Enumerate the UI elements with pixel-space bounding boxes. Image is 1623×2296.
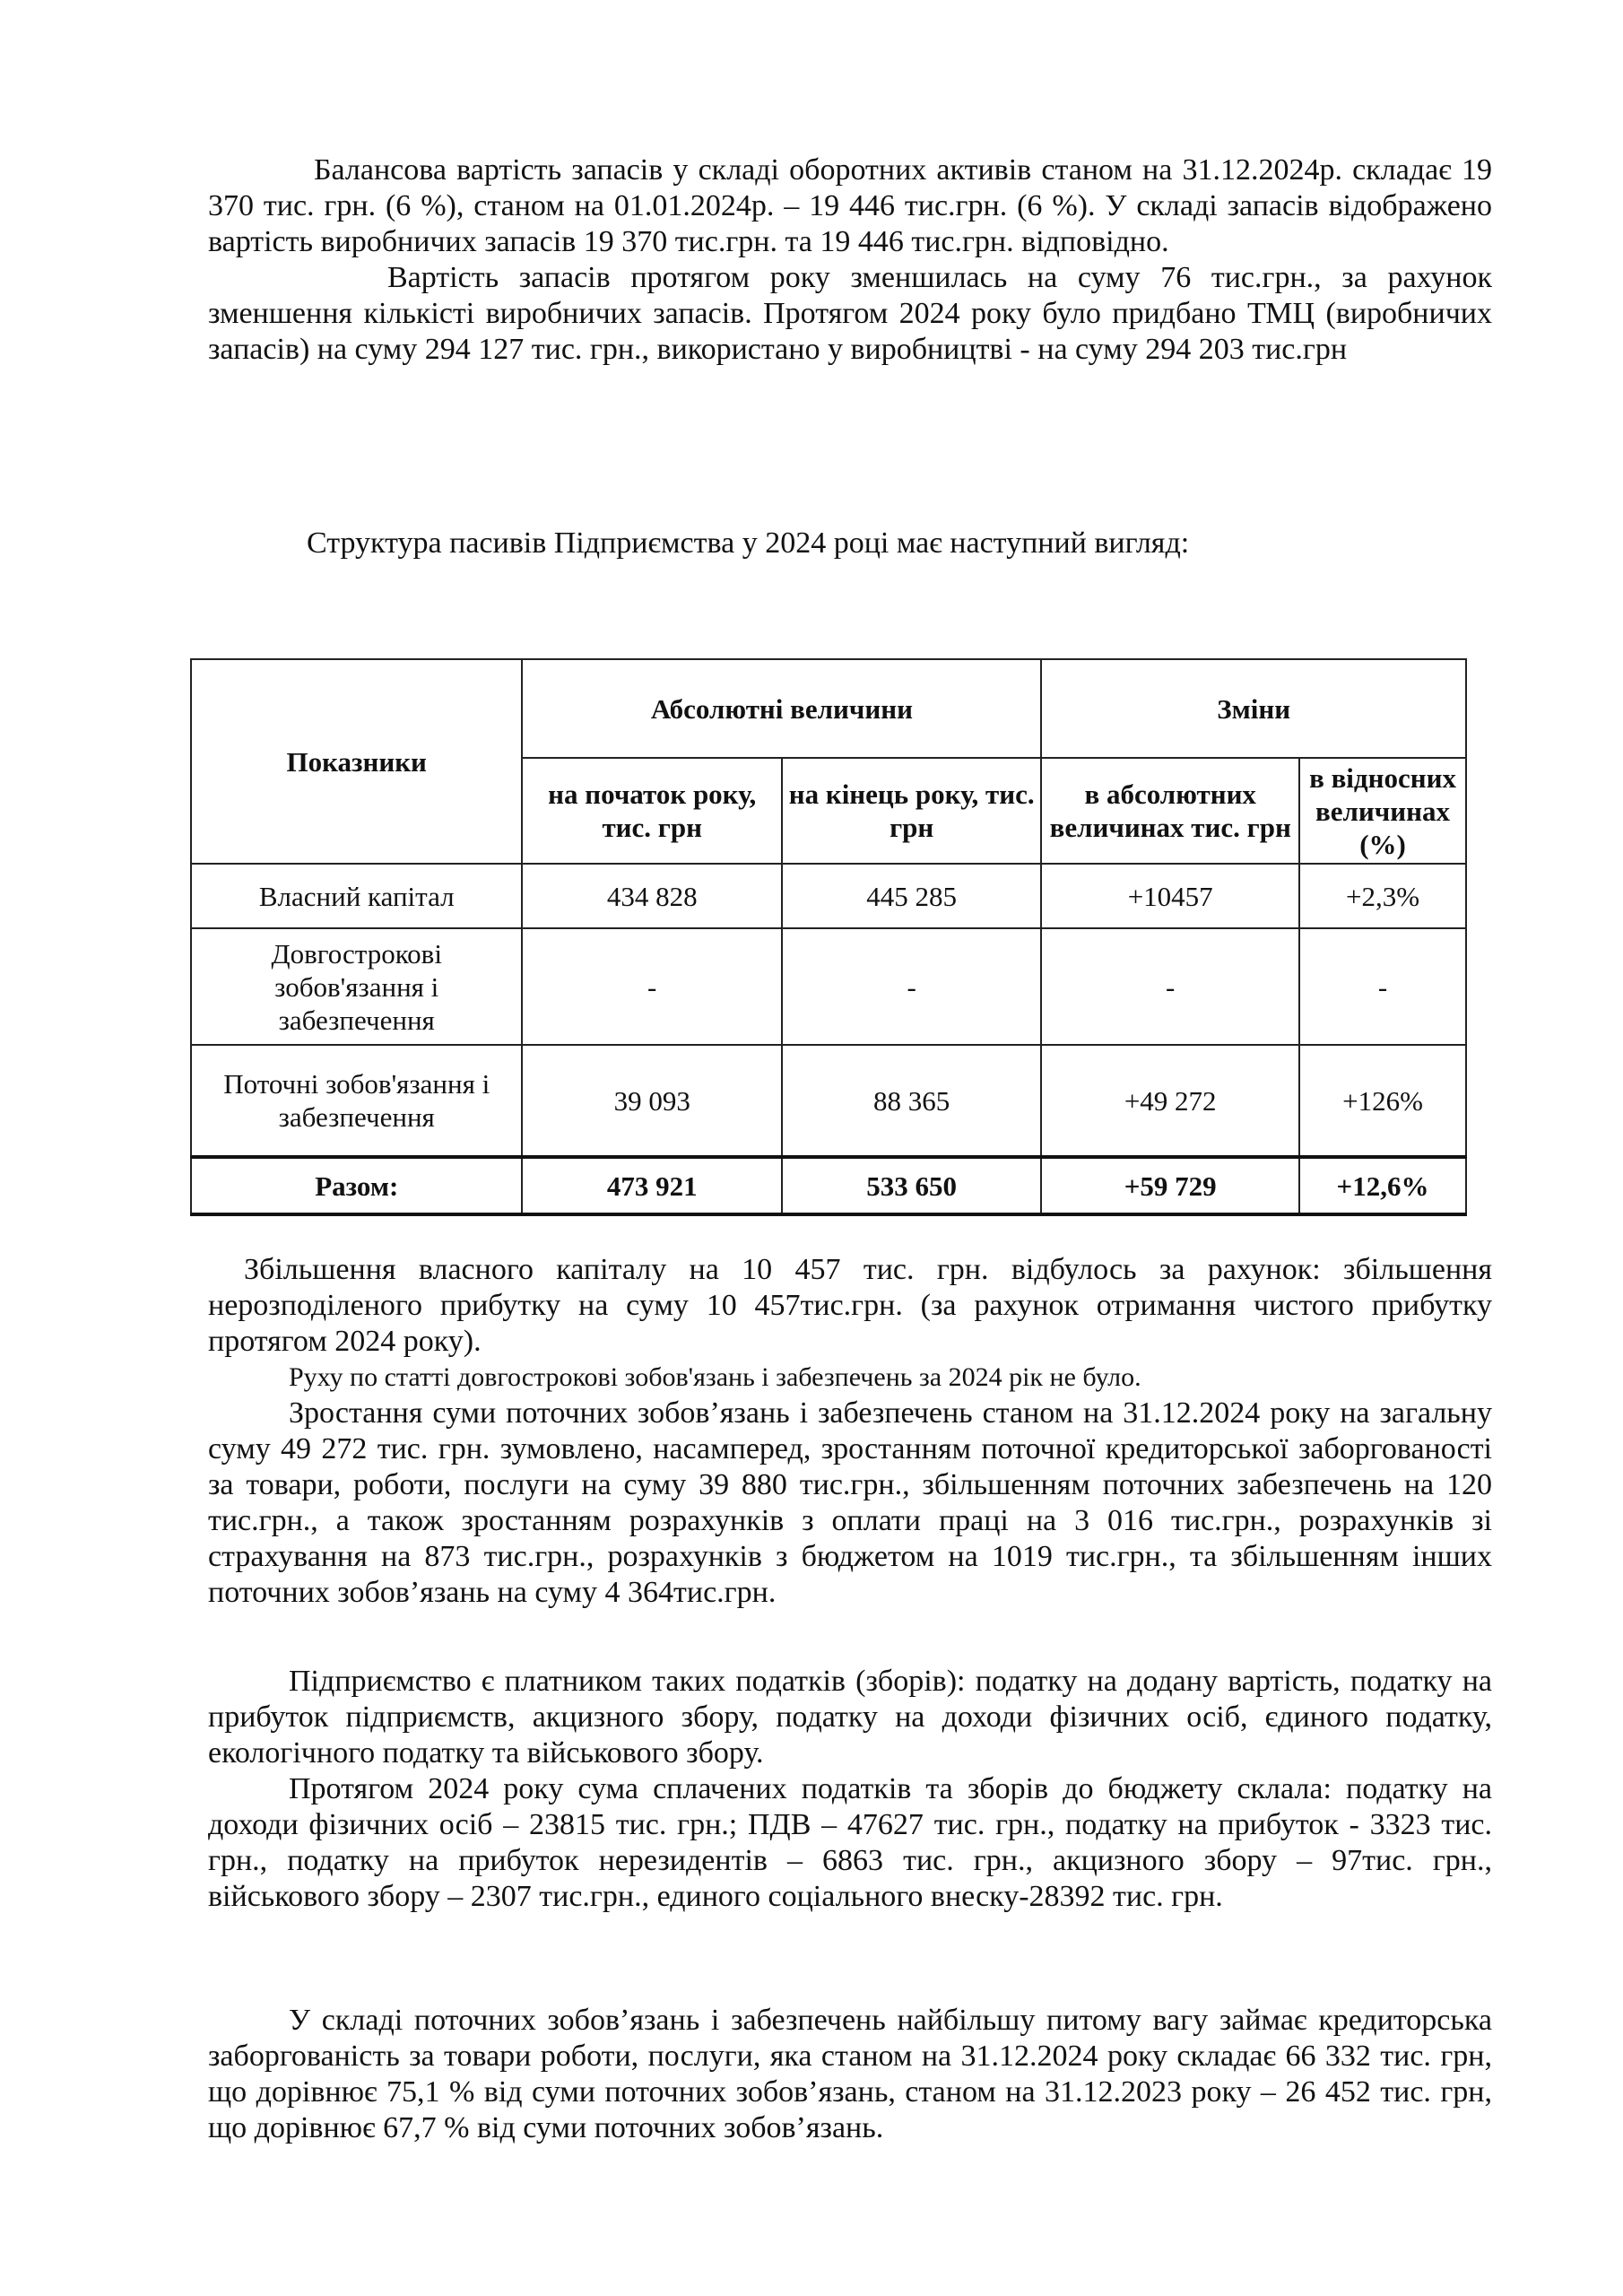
cell-abs: +10457 xyxy=(1041,864,1299,928)
cell-abs: +49 272 xyxy=(1041,1045,1299,1157)
cell-rel: +126% xyxy=(1299,1045,1466,1157)
table-caption: Структура пасивів Підприємства у 2024 році має наступний вигляд: xyxy=(307,526,1190,560)
header-indicators: Показники xyxy=(191,659,522,864)
table-row xyxy=(191,864,1466,928)
taxpayer-paragraph: Підприємство є платником таких податків (зборів): податку на додану вартість, податку на прибуток підприємств, акцизного збору, податку на доходи фізичних осіб, єдиного податку, екологічного податку та військового збору. xyxy=(208,1665,1492,1770)
cell-end: 88 365 xyxy=(782,1045,1041,1157)
header-rel-change: в відносних величинах (%) xyxy=(1299,758,1466,864)
header-end-of-year: на кінець року, тис. грн xyxy=(782,758,1041,864)
cell-abs: - xyxy=(1041,928,1299,1045)
row-name: Власний капітал xyxy=(191,864,522,928)
liabilities-structure-table xyxy=(190,658,1467,1216)
equity-increase-paragraph: Збільшення власного капіталу на 10 457 тис. грн. відбулось за рахунок: збільшення нерозподіленого прибутку на суму 10 457тис.грн. (за рахунок отримання чистого прибутку протягом 2024 року). xyxy=(208,1253,1492,1358)
cell-start: 434 828 xyxy=(522,864,781,928)
header-changes: Зміни xyxy=(1041,659,1466,758)
intro-section xyxy=(208,152,1492,368)
total-rel: +12,6% xyxy=(1299,1157,1466,1214)
cell-end: - xyxy=(782,928,1041,1045)
intro-paragraph-2: Вартість запасів протягом року зменшилась на суму 76 тис.грн., за рахунок зменшення кількісті виробничих запасів. Протягом 2024 року було придбано ТМЦ (виробничих запасів) на суму 294 127 тис. грн., використано у виробництві - на суму 294 203 тис.грн xyxy=(208,261,1492,366)
cell-start: - xyxy=(522,928,781,1045)
payables-section xyxy=(208,2003,1492,2146)
total-start: 473 921 xyxy=(522,1157,781,1214)
header-abs-change: в абсолютних величинах тис. грн xyxy=(1041,758,1299,864)
table-row xyxy=(191,928,1466,1045)
total-end: 533 650 xyxy=(782,1157,1041,1214)
taxes-section xyxy=(208,1664,1492,1915)
header-absolute: Абсолютні величини xyxy=(522,659,1041,758)
cell-end: 445 285 xyxy=(782,864,1041,928)
payables-paragraph: У складі поточних зобов’язань і забезпечень найбільшу питому вагу займає кредиторська заборгованість за товари роботи, послуги, яка станом на 31.12.2024 року складає 66 332 тис. грн, що дорівнює 75,1 % від суми поточних зобов’язань, станом на 31.12.2023 року – 26 452 тис. грн, що дорівнює 67,7 % від суми поточних зобов’язань. xyxy=(208,2004,1492,2144)
taxes-paid-paragraph: Протягом 2024 року сума сплачених податків та зборів до бюджету склала: податку на доходи фізичних осіб – 23815 тис. грн.; ПДВ – 47627 тис. грн., податку на прибуток - 3323 тис. грн., податку на прибуток нерезидентів – 6863 тис. грн., акцизного збору – 97тис. грн., військового збору – 2307 тис.грн., единого соціального внеску-28392 тис. грн. xyxy=(208,1772,1492,1913)
cell-start: 39 093 xyxy=(522,1045,781,1157)
table-total-row xyxy=(191,1157,1466,1214)
equity-liabilities-section xyxy=(208,1252,1492,1611)
current-liabilities-paragraph: Зростання суми поточних зобов’язань і забезпечень станом на 31.12.2024 року на загальну суму 49 272 тис. грн. зумовлено, насамперед, зростанням поточної кредиторської заборгованості за товари, роботи, послуги на суму 39 880 тис.грн., збільшенням поточних забезпечень на 120 тис.грн., а також зростанням розрахунків з оплати праці на 3 016 тис.грн., розрахунків зі страхування на 873 тис.грн., розрахунків з бюджетом на 1019 тис.грн., та збільшенням інших поточних зобов’язань на суму 4 364тис.грн. xyxy=(208,1396,1492,1609)
row-name: Поточні зобов'язання і забезпечення xyxy=(191,1045,522,1157)
total-name: Разом: xyxy=(191,1157,522,1214)
table-row xyxy=(191,1045,1466,1157)
row-name: Довгострокові зобов'язання і забезпечення xyxy=(191,928,522,1045)
cell-rel: +2,3% xyxy=(1299,864,1466,928)
cell-rel: - xyxy=(1299,928,1466,1045)
intro-paragraph-1: Балансова вартість запасів у складі оборотних активів станом на 31.12.2024р. складає 19 370 тис. грн. (6 %), станом на 01.01.2024р. – 19 446 тис.грн. (6 %). У складі запасів відображено вартість виробничих запасів 19 370 тис.грн. та 19 446 тис.грн. відповідно. xyxy=(208,153,1492,258)
total-abs: +59 729 xyxy=(1041,1157,1299,1214)
header-start-of-year: на початок року, тис. грн xyxy=(522,758,781,864)
long-term-liabilities-paragraph: Руху по статті довгострокові зобов'язань і забезпечень за 2024 рік не було. xyxy=(289,1362,1141,1392)
